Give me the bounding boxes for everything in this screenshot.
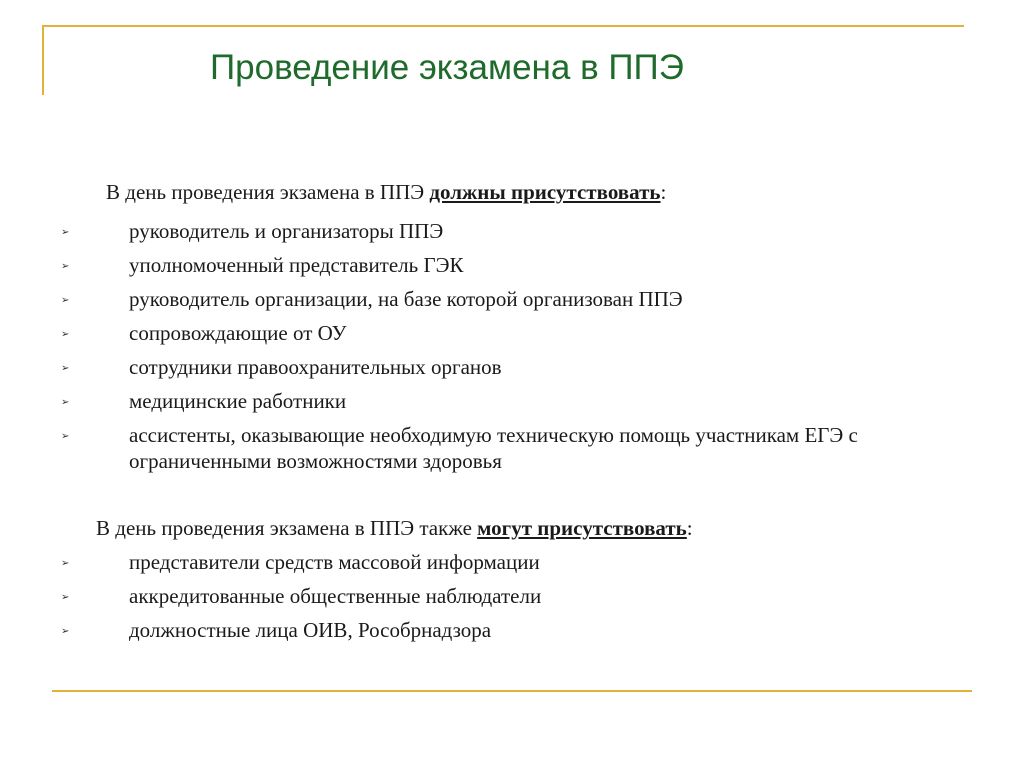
section1-intro-suffix: :	[660, 180, 667, 204]
slide-title: Проведение экзамена в ППЭ	[210, 48, 684, 87]
section2-intro-prefix: В день проведения экзамена в ППЭ также	[96, 516, 478, 540]
section2-intro-suffix: :	[686, 516, 693, 540]
section2-list	[0, 549, 889, 651]
list-item-text: представители средств массовой информации	[129, 550, 540, 574]
arrow-right-icon: ➢	[61, 227, 70, 238]
list-item-text: сотрудники правоохранительных органов	[129, 355, 502, 379]
arrow-right-icon: ➢	[61, 363, 70, 374]
arrow-right-icon: ➢	[61, 626, 70, 637]
list-item	[0, 320, 889, 346]
arrow-right-icon: ➢	[61, 295, 70, 306]
arrow-right-icon: ➢	[61, 261, 70, 272]
section1-intro-prefix: В день проведения экзамена в ППЭ	[106, 180, 430, 204]
list-item-text: должностные лица ОИВ, Рособрнадзора	[129, 618, 492, 642]
list-item-text: медицинские работники	[129, 389, 347, 413]
section2-intro	[96, 516, 693, 541]
list-item	[0, 354, 889, 380]
section1-intro-emphasis: должны присутствовать	[429, 180, 661, 204]
list-item-text: уполномоченный представитель ГЭК	[129, 253, 464, 277]
arrow-right-icon: ➢	[61, 397, 70, 408]
list-item-text: руководитель и организаторы ППЭ	[129, 219, 444, 243]
list-item	[0, 218, 889, 244]
arrow-right-icon: ➢	[61, 329, 70, 340]
list-item-text: аккредитованные общественные наблюдатели	[129, 584, 542, 608]
section1-list	[0, 218, 889, 482]
list-item-text: сопровождающие от ОУ	[129, 321, 347, 345]
list-item	[0, 252, 889, 278]
frame-left-rule	[42, 25, 44, 95]
list-item	[0, 583, 889, 609]
arrow-right-icon: ➢	[61, 592, 70, 603]
frame-bottom-rule	[52, 690, 972, 692]
arrow-right-icon: ➢	[61, 558, 70, 569]
list-item	[0, 549, 889, 575]
section2-intro-emphasis: могут присутствовать	[477, 516, 687, 540]
list-item-text: ассистенты, оказывающие необходимую техническую помощь участникам ЕГЭ с ограниченными возможностями здоровья	[129, 423, 858, 473]
list-item-text: руководитель организации, на базе которой организован ППЭ	[129, 287, 683, 311]
frame-top-rule	[42, 25, 964, 27]
list-item	[0, 286, 889, 312]
list-item	[0, 422, 889, 474]
section1-intro	[106, 180, 666, 205]
list-item	[0, 617, 889, 643]
list-item	[0, 388, 889, 414]
arrow-right-icon: ➢	[61, 431, 70, 442]
